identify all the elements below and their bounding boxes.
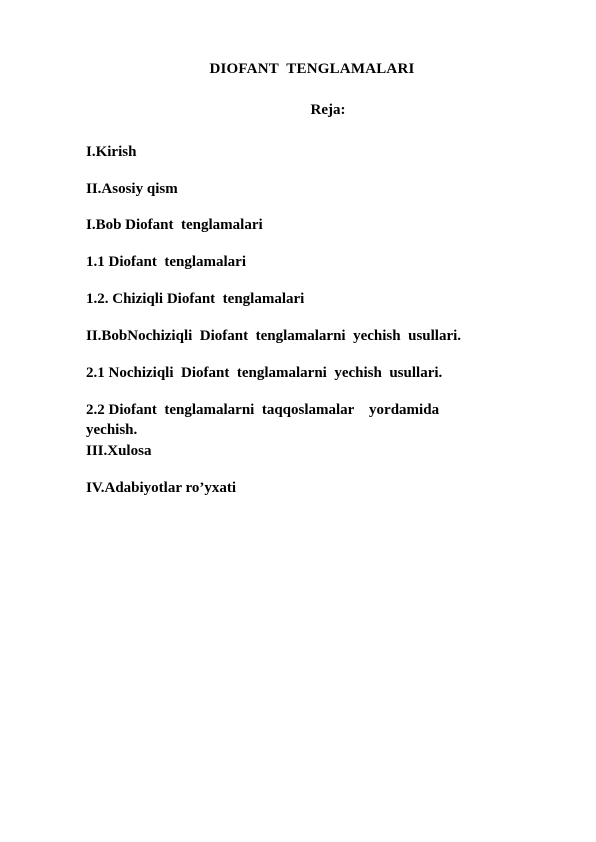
toc-item-1-1: 1.1 Diofant tenglamalari — [86, 254, 246, 270]
toc-item-1-2: 1.2. Chiziqli Diofant tenglamalari — [86, 291, 305, 307]
toc-item-2-2-continued: yechish. — [86, 422, 138, 438]
toc-item-asosiy-qism: II.Asosiy qism — [86, 181, 178, 197]
toc-item-bob-2: II.BobNochiziqli Diofant tenglamalarni yechish usullari. — [86, 328, 462, 344]
toc-item-xulosa: III.Xulosa — [86, 443, 152, 459]
toc-item-2-2: 2.2 Diofant tenglamalarni taqqoslamalar yordamida — [86, 402, 440, 418]
document-title: DIOFANT TENGLAMALARI — [209, 61, 415, 77]
plan-heading: Reja: — [310, 102, 346, 118]
toc-item-adabiyotlar: IV.Adabiyotlar ro’yxati — [86, 480, 237, 496]
toc-item-2-1: 2.1 Nochiziqli Diofant tenglamalarni yechish usullari. — [86, 365, 443, 381]
toc-item-bob-1: I.Bob Diofant tenglamalari — [86, 217, 263, 233]
toc-item-kirish: I.Kirish — [86, 144, 137, 160]
